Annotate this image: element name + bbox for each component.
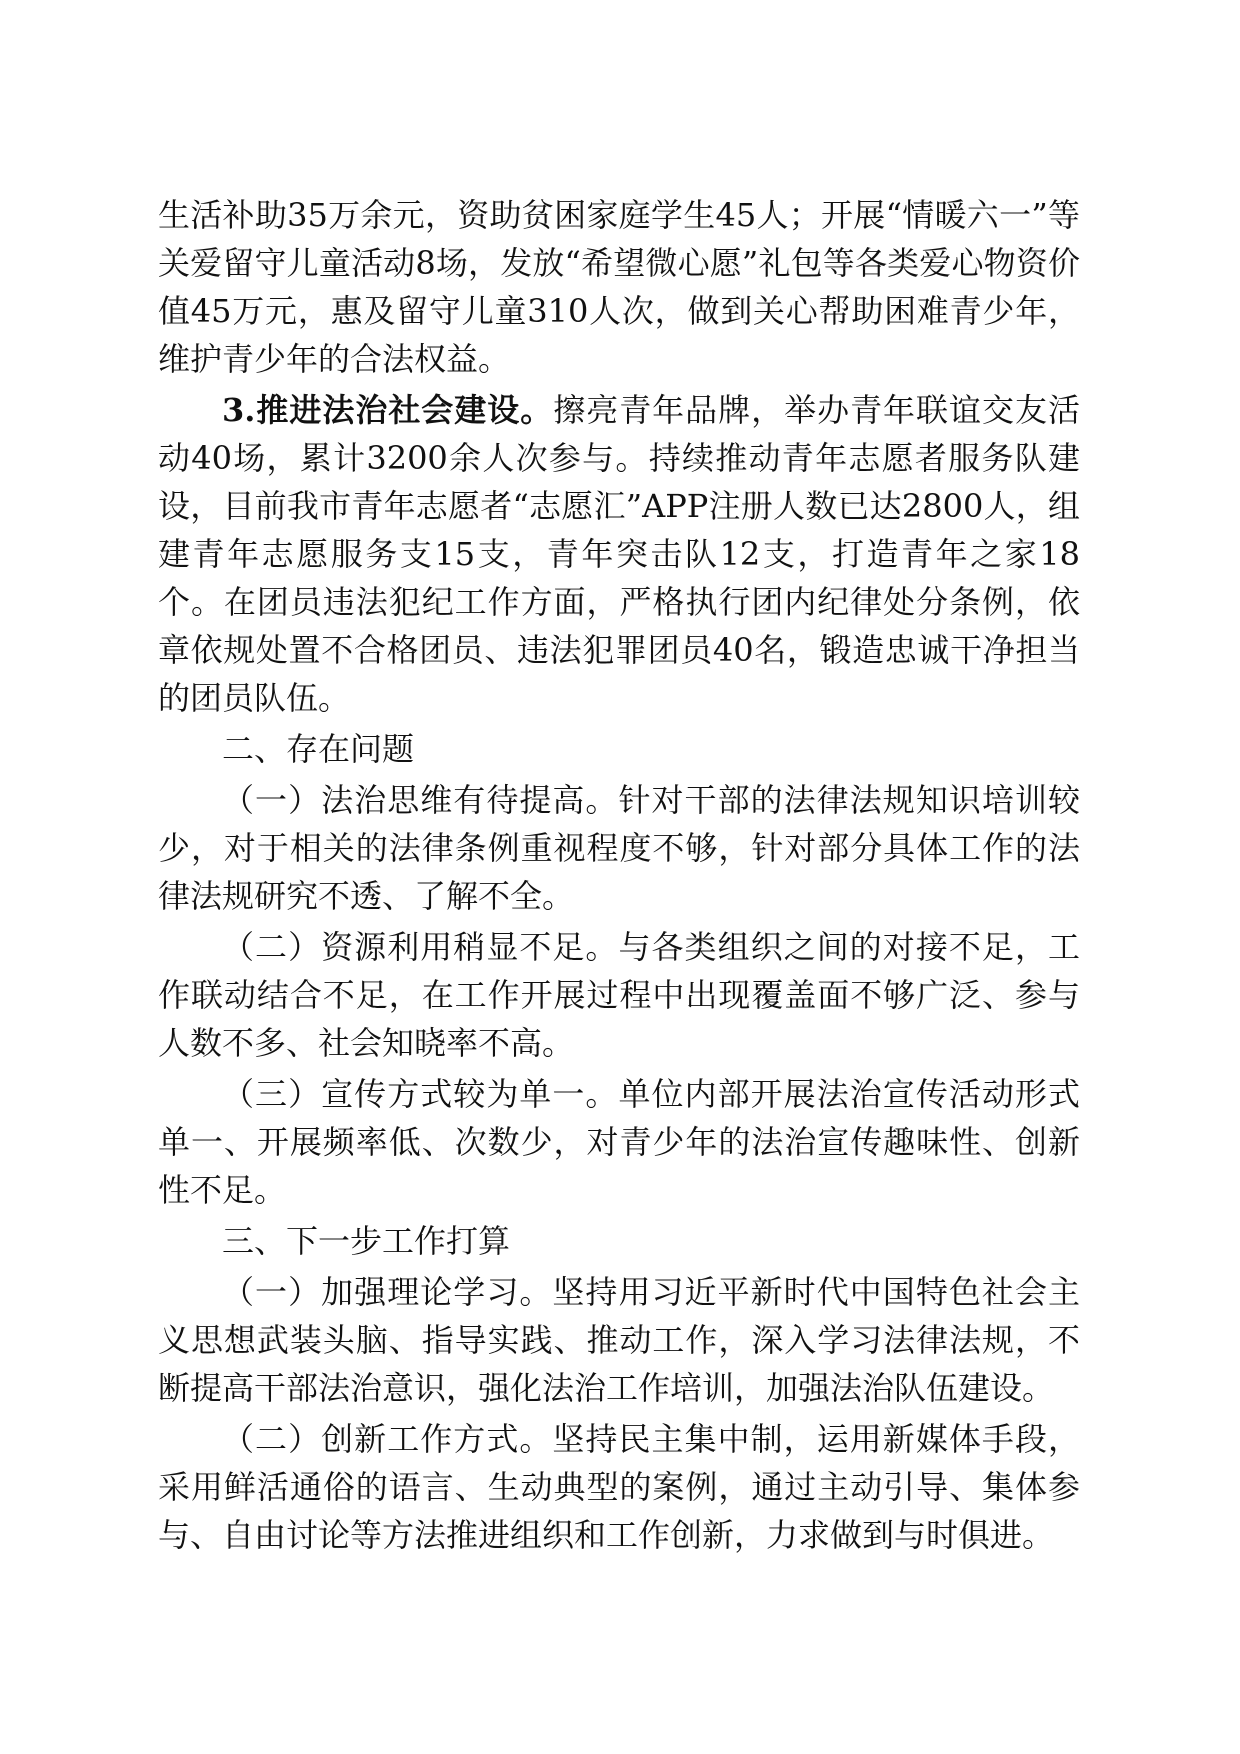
- paragraph-body-text: 擦亮青年品牌，举办青年联谊交友活动40场，累计3200余人次参与。持续推动青年志愿者服务队建设，目前我市青年志愿者“志愿汇”APP注册人数已达2800人，组建青年志愿服务支15支，青年突击队12支，打造青年之家18个。在团员违法犯纪工作方面，严格执行团内纪律处分条例，依章依规处置不合格团员、违法犯罪团员40名，锻造忠诚干净担当的团员队伍。: [158, 391, 1080, 717]
- section-heading-problems: 二、存在问题: [222, 730, 415, 768]
- problem-item-2: （二）资源利用稍显不足。与各类组织之间的对接不足，工作联动结合不足，在工作开展过程中出现覆盖面不够广泛、参与人数不多、社会知晓率不高。: [158, 928, 1080, 1062]
- paragraph-rule-of-law-society: [158, 386, 1080, 722]
- paragraph-relief-assistance: 生活补助35万余元，资助贫困家庭学生45人；开展“情暖六一”等关爱留守儿童活动8场，发放“希望微心愿”礼包等各类爱心物资价值45万元，惠及留守儿童310人次，做到关心帮助困难青少年，维护青少年的合法权益。: [158, 196, 1080, 378]
- problem-item-3: （三）宣传方式较为单一。单位内部开展法治宣传活动形式单一、开展频率低、次数少，对青少年的法治宣传趣味性、创新性不足。: [158, 1075, 1080, 1209]
- section-heading-next-steps: 三、下一步工作打算: [222, 1222, 511, 1260]
- plan-item-2: （二）创新工作方式。坚持民主集中制，运用新媒体手段，采用鲜活通俗的语言、生动典型的案例，通过主动引导、集体参与、自由讨论等方法推进组织和工作创新，力求做到与时俱进。: [158, 1420, 1080, 1554]
- plan-item-1: （一）加强理论学习。坚持用习近平新时代中国特色社会主义思想武装头脑、指导实践、推动工作，深入学习法律法规，不断提高干部法治意识，强化法治工作培训，加强法治队伍建设。: [158, 1273, 1080, 1407]
- problem-item-1: （一）法治思维有待提高。针对干部的法律法规知识培训较少，对于相关的法律条例重视程度不够，针对部分具体工作的法律法规研究不透、了解不全。: [158, 781, 1080, 915]
- document-body: [158, 191, 1080, 1562]
- paragraph-lead-title: 3.推进法治社会建设。: [222, 391, 554, 429]
